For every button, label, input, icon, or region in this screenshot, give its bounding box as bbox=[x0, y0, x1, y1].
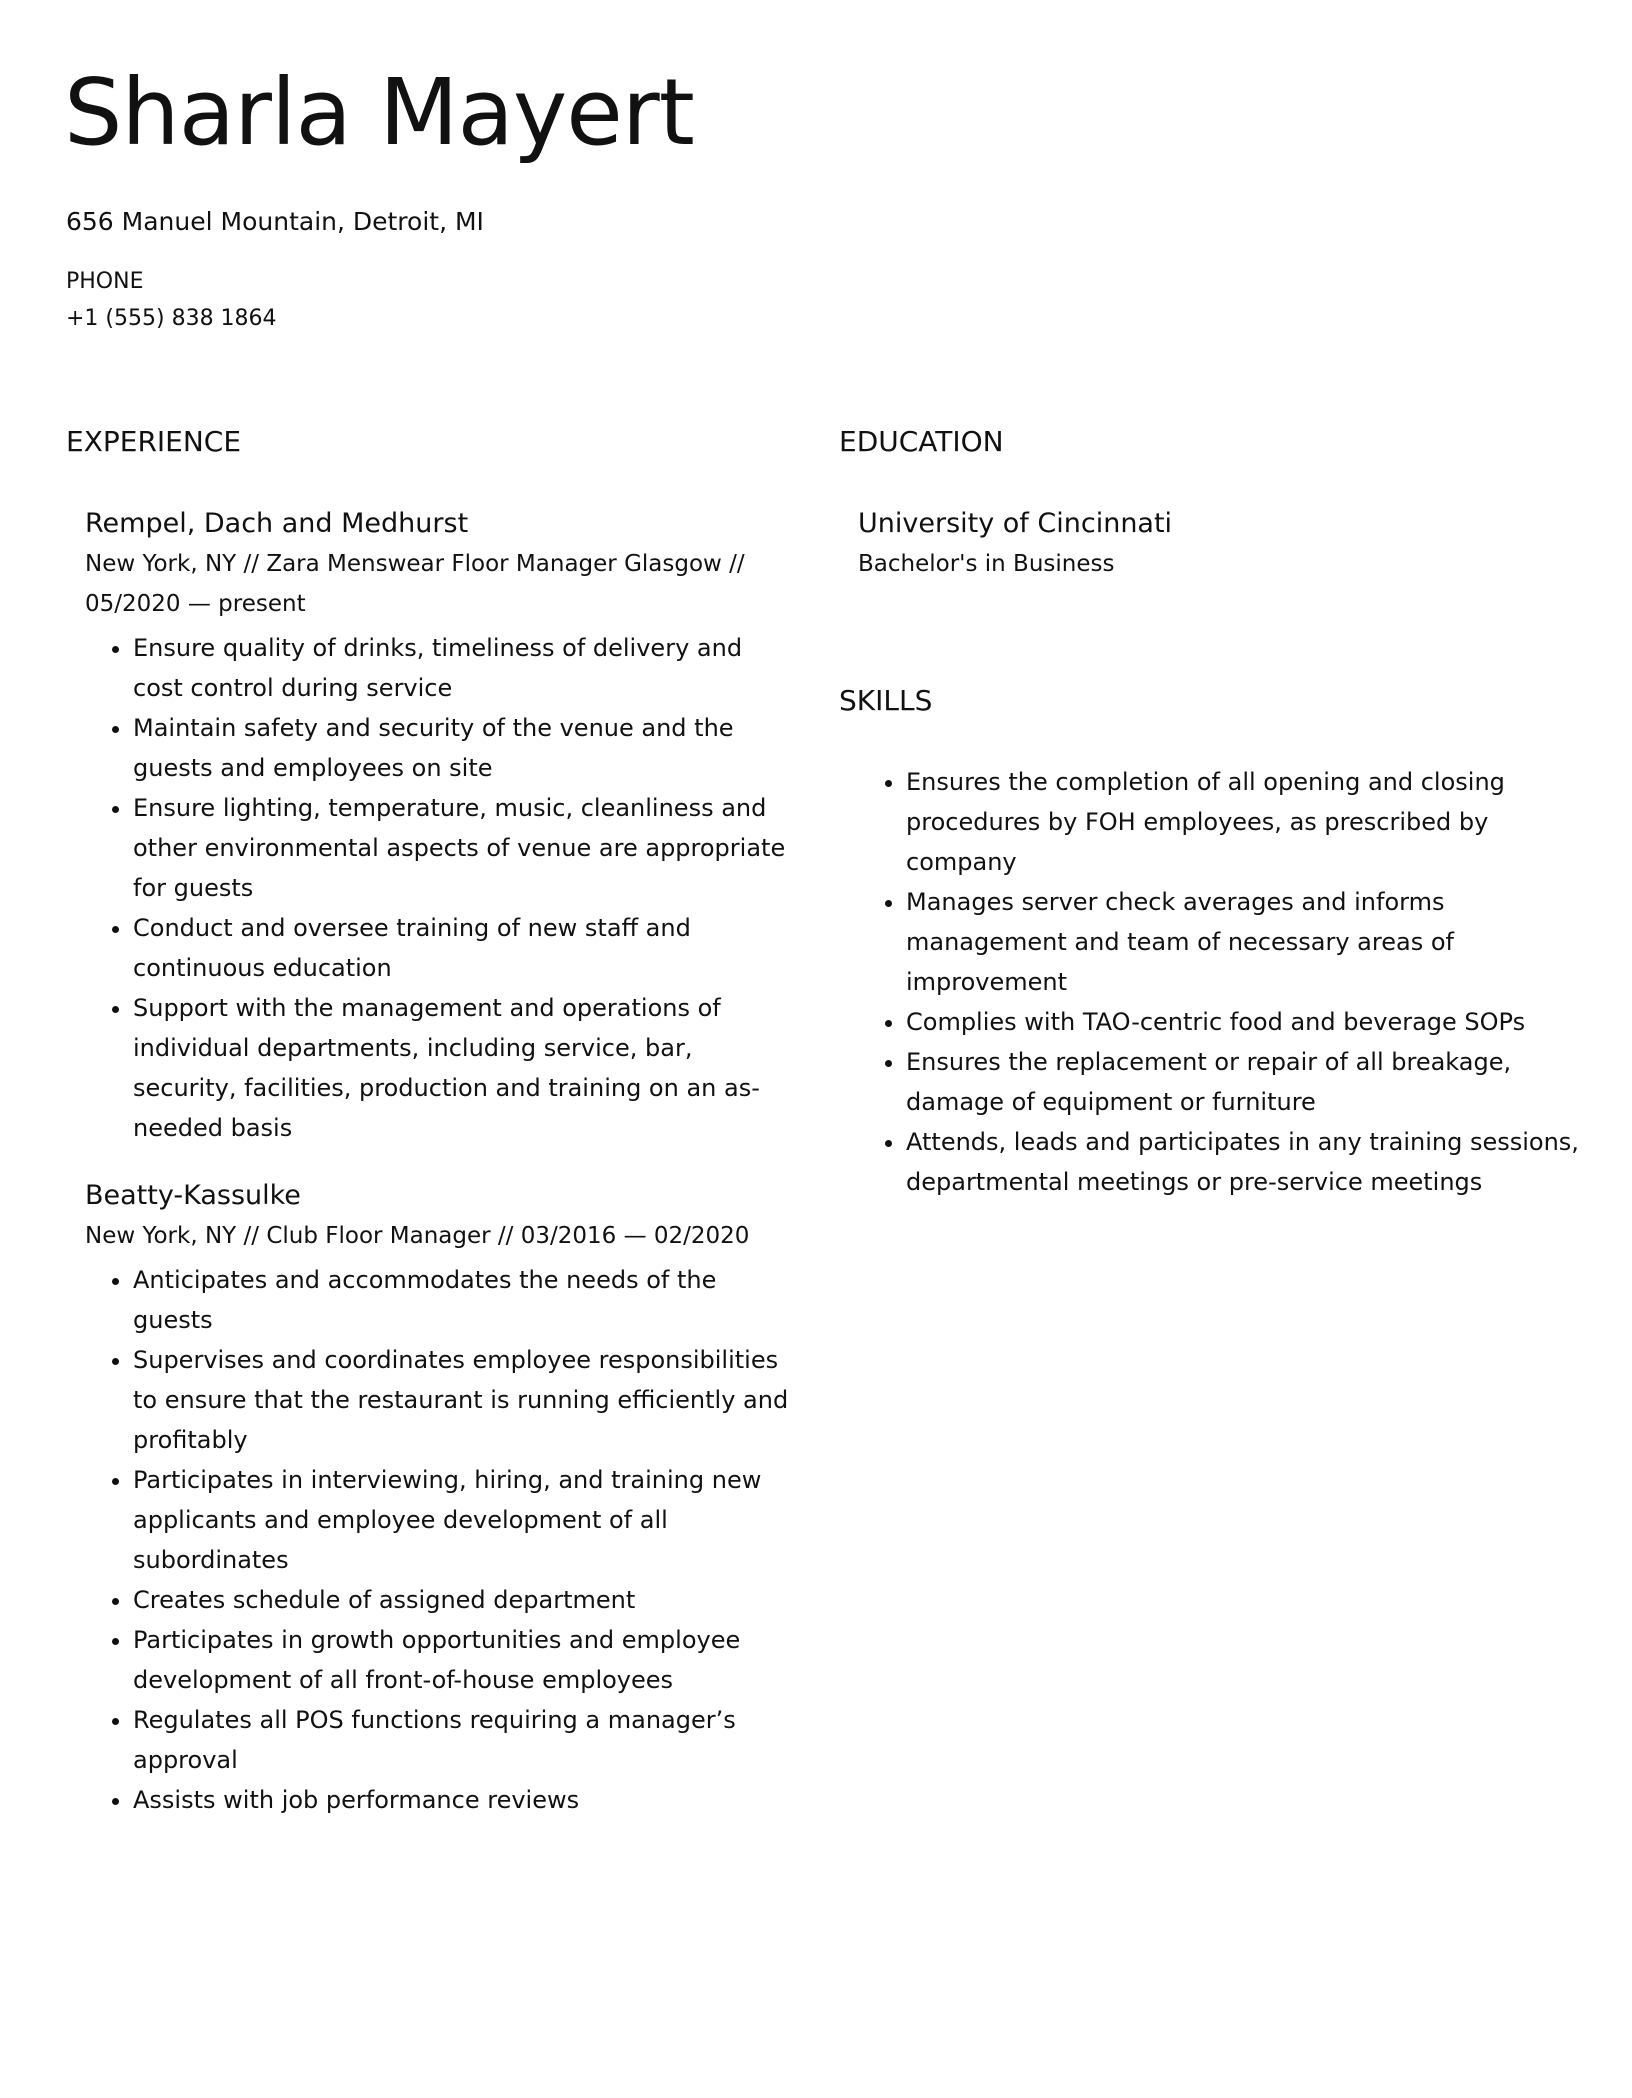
phone-number: +1 (555) 838 1864 bbox=[66, 306, 277, 331]
education-heading: EDUCATION bbox=[839, 425, 1004, 458]
list-item: • Regulates all POS functions requiring a manager’s approval bbox=[133, 1700, 795, 1780]
list-item: • Attends, leads and participates in any training sessions, departmental meetings or pre-service meetings bbox=[906, 1122, 1598, 1202]
job-meta: New York, NY // Club Floor Manager // 03/2016 — 02/2020 bbox=[85, 1223, 750, 1249]
list-item: • Conduct and oversee training of new staff and continuous education bbox=[133, 908, 795, 988]
list-item: • Participates in growth opportunities and employee development of all front-of-house employees bbox=[133, 1620, 795, 1700]
list-item: • Assists with job performance reviews bbox=[133, 1780, 795, 1820]
job-meta: New York, NY // Zara Menswear Floor Manager Glasgow // 05/2020 — present bbox=[85, 551, 745, 617]
skills-list-container bbox=[858, 762, 1598, 1202]
education-entry bbox=[858, 504, 1578, 584]
list-item: • Maintain safety and security of the venue and the guests and employees on site bbox=[133, 708, 795, 788]
job-bullets bbox=[85, 628, 795, 1148]
skills-heading: SKILLS bbox=[839, 684, 933, 717]
company-name: Rempel, Dach and Medhurst bbox=[85, 508, 469, 539]
list-item: • Complies with TAO-centric food and beverage SOPs bbox=[906, 1002, 1598, 1042]
list-item: • Participates in interviewing, hiring, and training new applicants and employee development of all subordinates bbox=[133, 1460, 795, 1580]
list-item: • Ensure lighting, temperature, music, cleanliness and other environmental aspects of venue are appropriate for guests bbox=[133, 788, 795, 908]
list-item: • Manages server check averages and informs management and team of necessary areas of improvement bbox=[906, 882, 1598, 1002]
job-bullets bbox=[85, 1260, 795, 1820]
list-item: • Anticipates and accommodates the needs of the guests bbox=[133, 1260, 795, 1340]
company-name: Beatty-Kassulke bbox=[85, 1180, 301, 1211]
experience-heading: EXPERIENCE bbox=[66, 425, 242, 458]
degree: Bachelor's in Business bbox=[858, 551, 1115, 577]
list-item: • Support with the management and operations of individual departments, including service, bar, security, facilities, production and training on an as-needed basis bbox=[133, 988, 795, 1148]
experience-entry bbox=[85, 1176, 795, 1820]
list-item: • Ensures the completion of all opening and closing procedures by FOH employees, as prescribed by company bbox=[906, 762, 1598, 882]
school-name: University of Cincinnati bbox=[858, 508, 1173, 539]
list-item: • Creates schedule of assigned department bbox=[133, 1580, 795, 1620]
skills-list bbox=[858, 762, 1598, 1202]
phone-label: PHONE bbox=[66, 269, 144, 294]
list-item: • Ensures the replacement or repair of all breakage, damage of equipment or furniture bbox=[906, 1042, 1598, 1122]
experience-entry bbox=[85, 504, 795, 1148]
candidate-name: Sharla Mayert bbox=[64, 59, 694, 166]
list-item: • Supervises and coordinates employee responsibilities to ensure that the restaurant is running efficiently and profitably bbox=[133, 1340, 795, 1460]
address: 656 Manuel Mountain, Detroit, MI bbox=[66, 207, 484, 236]
list-item: • Ensure quality of drinks, timeliness of delivery and cost control during service bbox=[133, 628, 795, 708]
